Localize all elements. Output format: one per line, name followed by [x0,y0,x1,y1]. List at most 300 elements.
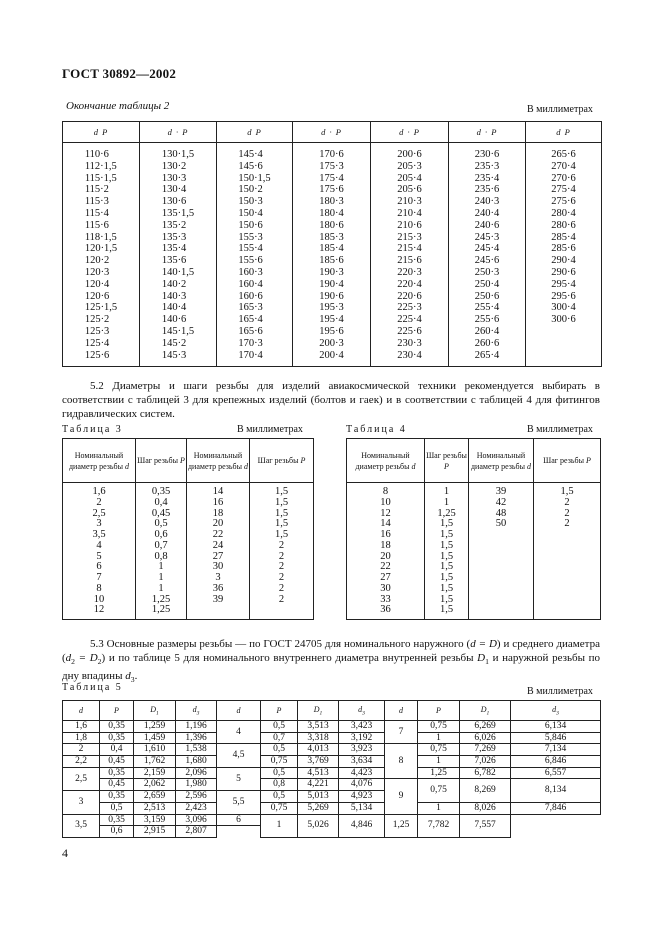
t2-cell: 205·6 [397,184,422,196]
t5-cell: 2,596 [176,791,217,803]
t5-cell: 1,196 [176,721,217,733]
t2-cell: 275·4 [551,184,576,196]
t2-cell: 230·4 [397,349,422,361]
t5-head-d3: $d_3$ [511,701,601,721]
table5-title: Таблица 5 [62,682,123,693]
t5-cell: 0,35 [100,721,134,733]
t5-head-d: d [63,701,100,721]
t5-cell: 3,423 [339,721,385,733]
t2-cell: 190·6 [319,290,344,302]
table-cell: 18 [380,539,391,551]
table-cell: 0,6 [154,529,168,540]
table4-unit: В миллиметрах [527,424,593,435]
t5-cell: 0,75 [418,744,460,756]
table-cell: 48 [495,507,507,519]
t2-column-values [238,149,270,361]
table-cell: 1,5 [439,582,454,594]
t2-cell: 130·6 [161,196,187,208]
t2-cell: 125·3 [84,325,110,337]
table-cell: 1,5 [274,529,289,540]
table-cell: 1,5 [439,518,454,530]
table5-unit: В миллиметрах [527,686,593,697]
t2-cell: 280·6 [551,219,576,231]
t5-cell: 1,538 [176,744,217,756]
table-cell: 1,6 [92,486,106,497]
t5-cell: 2,659 [134,791,176,803]
t2-cell: 150·3 [238,196,263,208]
table-cell: 1,5 [439,539,454,551]
t2-cell: 270·4 [551,160,576,172]
t2-cell: 150·4 [238,207,263,219]
table-cell: 8 [382,486,389,497]
t5-head-d: d [385,701,418,721]
table-cell: 3 [96,518,102,530]
t5-cell: 7,134 [511,744,601,756]
t2-cell: 130·1,5 [161,149,195,160]
table-cell: 2 [278,539,285,551]
t4-col-d2 [469,483,534,620]
t2-cell: 200·3 [319,337,344,349]
table3-unit: В миллиметрах [237,424,303,435]
t2-cell: 140·2 [161,278,187,290]
t2-cell: 230·3 [397,337,422,349]
table-cell: 1,5 [439,604,454,616]
t2-cell: 210·6 [397,219,422,231]
t4-col-d1 [347,483,425,620]
table-cell: 33 [380,593,391,605]
table-cell: 1,5 [274,486,289,497]
t2-cell: 115·6 [84,219,109,231]
t2-cell: 130·4 [161,184,187,196]
table-cell: 39 [495,486,507,497]
t2-cell: 118·1,5 [84,231,117,243]
table-cell: 12 [380,507,391,519]
t2-cell: 220·6 [397,290,422,302]
table-cell: 4 [96,539,102,551]
t2-header-6: d P [526,122,602,143]
t4-col-p1 [425,483,469,620]
t5-cell: 6,026 [460,732,511,744]
t2-cell: 280·4 [551,207,576,219]
t5-g2-d: 5,5 [217,791,261,814]
table-cell: 12 [93,604,105,616]
table-cell: 20 [212,518,224,530]
t5-g1-d: 2,5 [63,767,100,790]
t2-cell: 115·3 [84,196,109,208]
t2-cell: 200·6 [397,149,422,160]
t2-cell: 185·3 [319,231,344,243]
t5-g2-d: 4,5 [217,744,261,767]
t2-cell: 235·6 [474,184,500,196]
table-cell: 20 [380,550,391,562]
table-cell: 10 [93,593,105,605]
table-cell: 1,5 [439,593,454,605]
t2-cell: 250·4 [474,278,500,290]
t5-cell: 3,096 [176,814,217,826]
t2-cell: 180·3 [319,196,344,208]
t5-cell: 0,45 [100,756,134,768]
table-cell: 10 [380,496,391,508]
t2-column-values [85,149,117,361]
t5-cell: 1,762 [134,756,176,768]
table-cell: 2 [564,507,570,519]
table-cell: 0,7 [154,539,168,551]
t2-cell: 250·6 [474,290,500,302]
table-cell: 1,25 [437,507,456,519]
t2-cell: 185·4 [319,243,344,255]
table-cell: 1,5 [439,529,454,540]
t5-cell: 1 [418,756,460,768]
table-cell: 1,5 [560,486,574,497]
t5-cell: 2,159 [134,767,176,779]
t2-cell: 135·1,5 [161,207,195,219]
t5-cell: 4,423 [339,767,385,779]
t5-cell: 3,634 [339,756,385,768]
t5-head-d: d [217,701,261,721]
t5-g3-d: 7 [385,721,418,744]
table-cell: 1,5 [439,561,454,573]
t5-cell: 0,4 [100,744,134,756]
t2-cell: 130·3 [161,172,187,184]
t5-cell: 2,423 [176,802,217,814]
t5-cell: 3,192 [339,732,385,744]
t5-cell: 8,134 [511,779,601,802]
table-cell: 2 [564,496,570,508]
t5-cell: 5,134 [339,802,385,814]
t5-cell: 4,076 [339,779,385,791]
t5-cell: 4,013 [298,744,339,756]
t2-cell: 240·6 [474,219,500,231]
t2-cell: 165·3 [238,302,263,314]
t2-cell: 180·4 [319,207,344,219]
table-cell: 2 [96,496,102,508]
t2-cell: 210·4 [397,207,422,219]
table-cell: 1 [158,582,164,594]
t5-cell: 7,269 [460,744,511,756]
t2-cell: 135·6 [161,255,187,267]
t2-cell: 110·6 [84,149,109,160]
t2-cell: 160·6 [238,290,263,302]
t5-cell: 6,846 [511,756,601,768]
t2-cell: 215·4 [397,243,422,255]
t2-column-values [162,149,194,361]
t3-head-nom-1: Номинальный диаметр резьбы d [63,439,136,483]
t2-column-values [551,149,576,326]
t2-cell: 250·3 [474,266,500,278]
t2-cell: 135·4 [161,243,187,255]
t2-column-0 [63,143,140,367]
t5-cell: 0,45 [100,779,134,791]
table-cell: 22 [380,561,391,573]
t4-head-nom-1: Номинальный диаметр резьбы d [347,439,425,483]
t5-cell: 1,396 [176,732,217,744]
t5-cell: 0,35 [100,791,134,803]
t2-cell: 240·4 [474,207,500,219]
t5-cell: 0,8 [261,779,298,791]
t2-cell: 260·4 [474,325,500,337]
t5-cell: 6,134 [511,721,601,733]
t2-cell: 210·3 [397,196,422,208]
t2-cell: 160·4 [238,278,263,290]
t2-column-5 [449,143,526,367]
t5-g2-d: 6 [217,814,261,826]
table-cell: 1 [158,572,164,583]
table-cell: 30 [212,561,224,573]
t2-cell: 205·3 [397,160,422,172]
t2-cell: 265·6 [551,149,576,160]
t5-head-D1: $D_1$ [298,701,339,721]
table-cell: 2,5 [92,507,106,519]
t2-cell: 235·3 [474,160,500,172]
t5-cell: 5,846 [511,732,601,744]
t4-head-step-1: Шаг резьбы P [425,439,469,483]
table-cell: 2 [278,582,285,594]
t5-head-p: P [261,701,298,721]
t5-head-d3: $d_3$ [176,701,217,721]
t2-cell: 295·4 [551,278,576,290]
t5-cell: 6,782 [460,767,511,779]
table-cell: 8 [96,582,102,594]
table-cell: 0,8 [154,550,168,562]
t2-cell: 170·6 [319,149,344,160]
t2-cell: 300·4 [551,302,576,314]
t2-cell: 195·4 [319,314,344,326]
t2-cell: 120·4 [84,278,110,290]
t5-head-p: P [100,701,134,721]
t2-header-4: d · P [371,122,449,143]
t2-cell: 225·3 [397,302,422,314]
t2-cell: 290·4 [551,255,576,267]
t2-cell: 230·6 [474,149,500,160]
page-number: 4 [62,846,68,860]
t5-g3-d: 9 [385,779,418,814]
t5-cell: 6,557 [511,767,601,779]
t5-cell: 5,026 [298,814,339,837]
t2-column-values [397,149,422,361]
t2-cell: 125·1,5 [84,302,118,314]
t2-cell: 195·6 [319,325,344,337]
table-cell: 22 [212,529,224,540]
t5-cell: 4,513 [298,767,339,779]
t2-cell: 195·3 [319,302,344,314]
t2-cell: 115·4 [84,207,109,219]
table-cell: 39 [212,593,224,605]
t3-col-d1 [63,483,136,620]
t5-cell: 0,35 [100,814,134,826]
t2-cell: 145·6 [238,160,263,172]
t2-cell: 180·6 [319,219,344,231]
t2-cell: 145·3 [161,349,187,361]
t2-cell: 240·3 [474,196,500,208]
t2-column-1 [140,143,217,367]
t5-cell: 2,062 [134,779,176,791]
t2-header-3: d · P [293,122,371,143]
table-cell: 1,5 [439,572,454,583]
t2-cell: 185·6 [319,255,344,267]
t2-cell: 165·4 [238,314,263,326]
t5-cell: 1,980 [176,779,217,791]
t2-cell: 112·1,5 [84,160,117,172]
t2-cell: 155·6 [238,255,263,267]
t5-cell: 1 [418,802,460,814]
table-cell: 14 [212,486,224,497]
table-cell: 1,5 [274,507,289,519]
t2-cell: 120·1,5 [84,243,118,255]
table-cell: 1,25 [151,604,171,616]
t5-cell: 0,75 [261,756,298,768]
t5-cell: 0,75 [418,779,460,802]
t5-cell: 7,557 [460,814,511,837]
table4-title: Таблица 4 [346,424,407,435]
t5-cell: 7,026 [460,756,511,768]
t5-head-D1: $D_1$ [134,701,176,721]
document-header: ГОСТ 30892—2002 [62,66,177,81]
t5-head-d3: $d_3$ [339,701,385,721]
table-cell: 2 [278,572,285,583]
t5-g1-d: 3,5 [63,814,100,837]
t2-cell: 220·4 [397,278,422,290]
table3 [62,438,314,620]
t3-head-nom-2: Номинальный диаметр резьбы d [187,439,250,483]
t5-cell: 3,923 [339,744,385,756]
t5-cell: 2,915 [134,826,176,838]
t4-head-nom-2: Номинальный диаметр резьбы d [469,439,534,483]
table-cell: 1,5 [274,496,289,508]
t5-cell: 5,013 [298,791,339,803]
t5-g2-d: 5 [217,767,261,790]
t2-cell: 255·6 [474,314,500,326]
table-cell: 2 [278,561,285,573]
t5-head-D1: $D_1$ [460,701,511,721]
table-cell: 1,25 [151,593,171,605]
t2-cell: 130·2 [161,160,187,172]
t5-cell: 3,318 [298,732,339,744]
t2-header-1: d · P [140,122,217,143]
t5-cell: 7,782 [418,814,460,837]
t2-cell: 125·4 [84,337,110,349]
t4-head-step-2: Шаг резьбы P [534,439,601,483]
table-cell: 16 [380,529,391,540]
t2-cell: 145·4 [238,149,263,160]
table-cell: 1 [443,496,450,508]
table-cell: 3,5 [92,529,106,540]
t2-cell: 120·3 [84,266,110,278]
t2-cell: 150·6 [238,219,263,231]
t5-cell: 1,259 [134,721,176,733]
t5-cell: 5,269 [298,802,339,814]
t2-cell: 190·3 [319,266,344,278]
t2-header-0: d P [63,122,140,143]
table-cell: 5 [96,550,102,562]
t2-cell: 150·2 [238,184,263,196]
t5-cell: 0,5 [261,767,298,779]
t2-cell: 200·4 [319,349,344,361]
paragraph-5-3: 5.3 Основные размеры резьбы — по ГОСТ 24705 для номинального наружного (d = D) и среднего диаметра $(d_2 = D_2)$ и по таблице 5 для номинального внутреннего диаметра внутренней резьбы $D_1$ и наружной резьбы по дну впадины $d_3$. [62,638,600,685]
t2-cell: 140·3 [161,290,187,302]
t2-column-2 [217,143,293,367]
table-cell: 27 [380,572,391,583]
table-cell: 2 [564,518,570,530]
t2-cell: 245·4 [474,243,500,255]
t2-cell: 155·3 [238,231,263,243]
t2-header-5: d · P [449,122,526,143]
t5-cell: 1,680 [176,756,217,768]
t2-cell: 285·6 [551,243,576,255]
t5-cell: 8,026 [460,802,511,814]
t5-g1-d: 1,6 [63,721,100,733]
t5-cell: 1,25 [385,814,418,837]
t2-cell: 260·6 [474,337,500,349]
t5-cell: 4,221 [298,779,339,791]
t5-cell: 1,25 [418,767,460,779]
t5-cell: 4,923 [339,791,385,803]
table-cell: 1 [443,486,450,497]
t3-col-p1 [136,483,187,620]
t2-cell: 225·6 [397,325,422,337]
t5-cell: 0,35 [100,732,134,744]
table-cell: 16 [212,496,224,508]
t5-cell: 0,75 [261,802,298,814]
t2-cell: 145·2 [161,337,187,349]
t5-cell: 1,610 [134,744,176,756]
table4 [346,438,601,620]
table-cell: 30 [380,582,391,594]
t2-cell: 115·2 [84,184,109,196]
t2-cell: 175·3 [319,160,344,172]
table-cell: 18 [212,507,224,519]
table-cell: 36 [212,582,224,594]
t2-cell: 215·6 [397,255,422,267]
t2-cell: 145·1,5 [161,325,195,337]
t5-cell: 0,5 [261,721,298,733]
t5-cell: 3,513 [298,721,339,733]
table-cell: 7 [96,572,102,583]
t5-cell: 0,7 [261,732,298,744]
table5 [62,700,601,838]
t5-cell: 3,159 [134,814,176,826]
t2-cell: 125·2 [84,314,110,326]
table-cell: 0,45 [151,507,171,519]
table-cell: 0,35 [151,486,171,497]
table2-caption: Окончание таблицы 2 [66,100,170,112]
t2-cell: 135·2 [161,219,187,231]
t5-cell: 0,6 [100,826,134,838]
t3-head-step-2: Шаг резьбы P [250,439,314,483]
t5-cell: 0,35 [100,767,134,779]
t4-col-p2 [534,483,601,620]
table-cell: 6 [96,561,102,573]
t5-cell: 1 [418,732,460,744]
t2-cell: 165·6 [238,325,263,337]
table2 [62,121,602,367]
table-cell: 27 [212,550,224,562]
t2-cell: 125·6 [84,349,110,361]
table-cell: 1,5 [439,550,454,562]
t2-header-2: d P [217,122,293,143]
t2-cell: 160·3 [238,266,263,278]
table2-unit: В миллиметрах [527,104,593,115]
t5-cell: 7,846 [511,802,601,814]
t2-column-6 [526,143,602,367]
t2-cell: 255·4 [474,302,500,314]
t2-cell: 220·3 [397,266,422,278]
t2-cell: 265·4 [474,349,500,361]
t2-cell: 170·3 [238,337,263,349]
t2-cell: 175·6 [319,184,344,196]
t5-cell: 3,769 [298,756,339,768]
t2-cell: 170·4 [238,349,263,361]
table-cell: 50 [495,518,507,530]
